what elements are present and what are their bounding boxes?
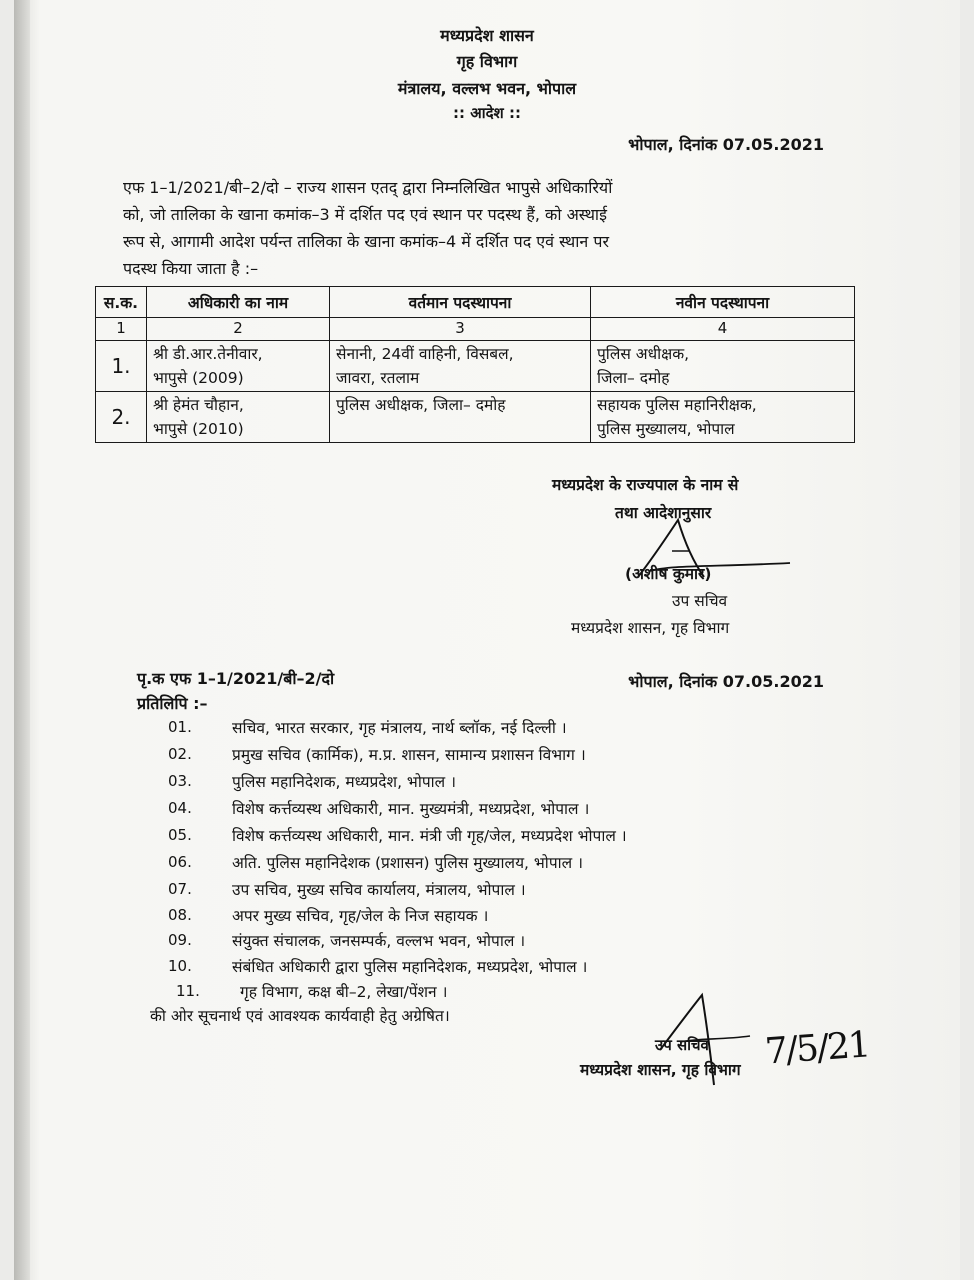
officer-name: श्री हेमंत चौहान, <box>153 396 244 414</box>
header-order-title: :: आदेश :: <box>453 104 521 122</box>
column-number: 3 <box>330 318 591 341</box>
scan-shadow-edge <box>14 0 30 1280</box>
column-number: 2 <box>147 318 330 341</box>
copy-item-number: 10. <box>168 957 192 975</box>
current-posting-cell <box>330 392 591 443</box>
header-address: मंत्रालय, वल्लभ भवन, भोपाल <box>397 79 577 98</box>
copy-item-number: 02. <box>168 745 192 763</box>
order-paragraph-line: एफ 1–1/2021/बी–2/दो – राज्य शासन एतद् द्वारा निम्नलिखित भापुसे अधिकारियों <box>123 178 613 197</box>
endorsement-date: भोपाल, दिनांक 07.05.2021 <box>628 672 824 691</box>
copy-item-number: 05. <box>168 826 192 844</box>
order-paragraph-line: पदस्थ किया जाता है :– <box>123 259 259 278</box>
current-posting-line: जावरा, रतलाम <box>336 369 420 387</box>
table-header-row <box>96 287 855 318</box>
order-date: भोपाल, दिनांक 07.05.2021 <box>628 135 824 154</box>
new-posting-cell <box>591 341 855 392</box>
officer-name-cell <box>147 392 330 443</box>
handwritten-date: 7/5/21 <box>763 1024 871 1073</box>
copy-item-text: विशेष कर्त्तव्यस्थ अधिकारी, मान. मुख्यमंत्री, मध्यप्रदेश, भोपाल । <box>232 800 590 818</box>
copy-item-text: गृह विभाग, कक्ष बी–2, लेखा/पेंशन । <box>240 983 448 1001</box>
column-number-row <box>96 318 855 341</box>
table-row <box>96 341 855 392</box>
new-posting-line: जिला– दमोह <box>597 369 670 387</box>
copy-item-text: संयुक्त संचालक, जनसम्पर्क, वल्लभ भवन, भोपाल । <box>232 932 526 950</box>
officer-name: श्री डी.आर.तेनीवार, <box>153 345 263 363</box>
copy-item-text: अति. पुलिस महानिदेशक (प्रशासन) पुलिस मुख्यालय, भोपाल । <box>232 854 583 872</box>
copy-item-number: 08. <box>168 906 192 924</box>
copy-item-text: उप सचिव, मुख्य सचिव कार्यालय, मंत्रालय, भोपाल । <box>232 881 526 899</box>
column-number: 4 <box>591 318 855 341</box>
copy-item-number: 04. <box>168 799 192 817</box>
copy-item-text: पुलिस महानिदेशक, मध्यप्रदेश, भोपाल । <box>232 773 456 791</box>
copy-item-number: 06. <box>168 853 192 871</box>
endorsement-ref: पृ.क एफ 1–1/2021/बी–2/दो <box>137 669 335 688</box>
footer-department: मध्यप्रदेश शासन, गृह विभाग <box>580 1061 741 1079</box>
header-new-posting: नवीन पदस्थापना <box>591 287 855 318</box>
copy-item-text: संबंधित अधिकारी द्वारा पुलिस महानिदेशक, मध्यप्रदेश, भोपाल । <box>232 958 588 976</box>
copy-item-text: अपर मुख्य सचिव, गृह/जेल के निज सहायक । <box>232 907 489 925</box>
serial-number: 2. <box>96 392 147 443</box>
header-officer-name: अधिकारी का नाम <box>147 287 330 318</box>
copy-item-number: 07. <box>168 880 192 898</box>
new-posting-line: पुलिस मुख्यालय, भोपाल <box>597 420 735 438</box>
table-row <box>96 392 855 443</box>
header-department: गृह विभाग <box>456 52 518 71</box>
order-paragraph-line: रूप से, आगामी आदेश पर्यन्त तालिका के खाना कमांक–4 में दर्शित पद एवं स्थान पर <box>123 232 610 251</box>
order-paragraph-line: को, जो तालिका के खाना कमांक–3 में दर्शित पद एवं स्थान पर पदस्थ हैं, को अस्थाई <box>123 205 607 224</box>
copy-item-text: प्रमुख सचिव (कार्मिक), म.प्र. शासन, सामान्य प्रशासन विभाग । <box>232 746 586 764</box>
copy-item-number: 01. <box>168 718 192 736</box>
header-current-posting: वर्तमान पदस्थापना <box>330 287 591 318</box>
serial-number: 1. <box>96 341 147 392</box>
signatory-department: मध्यप्रदेश शासन, गृह विभाग <box>571 619 730 637</box>
officer-batch: भापुसे (2009) <box>153 369 244 387</box>
current-posting-cell <box>330 341 591 392</box>
column-number: 1 <box>96 318 147 341</box>
authority-line: तथा आदेशानुसार <box>615 504 712 522</box>
signatory-designation: उप सचिव <box>672 592 728 610</box>
new-posting-line: पुलिस अधीक्षक, <box>597 345 690 363</box>
signatory-name: (अशीष कुमार) <box>625 565 712 583</box>
footer-designation: उप सचिव <box>655 1036 709 1054</box>
copy-item-number: 03. <box>168 772 192 790</box>
copy-to-label: प्रतिलिपि :– <box>137 694 208 713</box>
current-posting-line: सेनानी, 24वीं वाहिनी, विसबल, <box>336 345 514 363</box>
forwarding-note: की ओर सूचनार्थ एवं आवश्यक कार्यवाही हेतु अग्रेषित। <box>150 1007 450 1025</box>
new-posting-cell <box>591 392 855 443</box>
current-posting-line: पुलिस अधीक्षक, जिला– दमोह <box>336 396 506 414</box>
officer-name-cell <box>147 341 330 392</box>
officer-batch: भापुसे (2010) <box>153 420 244 438</box>
posting-table <box>95 286 855 443</box>
copy-item-text: विशेष कर्त्तव्यस्थ अधिकारी, मान. मंत्री जी गृह/जेल, मध्यप्रदेश भोपाल । <box>232 827 627 845</box>
copy-item-number: 09. <box>168 931 192 949</box>
authority-line: मध्यप्रदेश के राज्यपाल के नाम से <box>552 476 739 494</box>
header-government: मध्यप्रदेश शासन <box>440 26 534 45</box>
copy-item-number: 11. <box>176 982 200 1000</box>
copy-item-text: सचिव, भारत सरकार, गृह मंत्रालय, नार्थ ब्लॉक, नई दिल्ली । <box>232 719 567 737</box>
header-serial: स.क. <box>96 287 147 318</box>
new-posting-line: सहायक पुलिस महानिरीक्षक, <box>597 396 757 414</box>
